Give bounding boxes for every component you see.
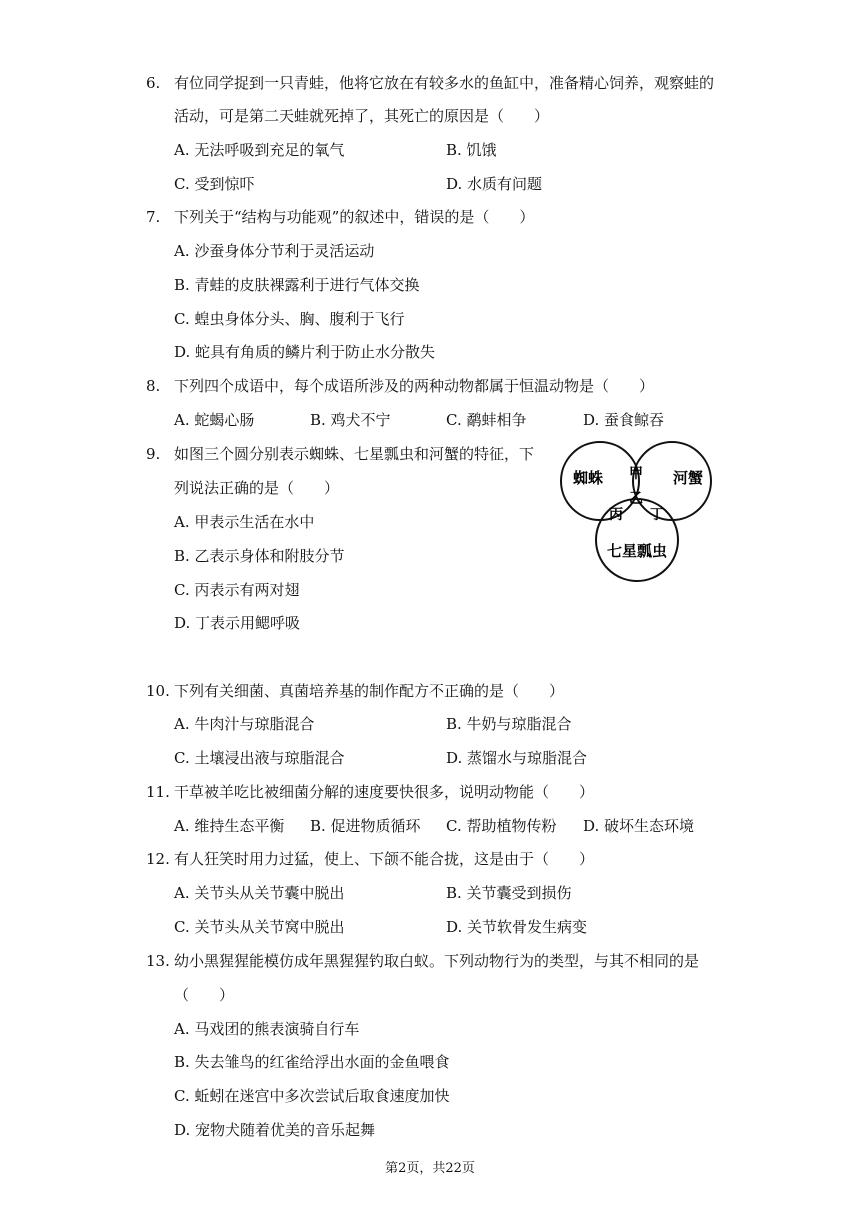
label-crab: 河蟹 [672, 469, 704, 487]
option-d: D. 蛇具有角质的鳞片利于防止水分散失 [174, 343, 436, 361]
option-d: D. 蚕食鲸吞 [583, 411, 665, 429]
question-stem: 活动，可是第二天蛙就死掉了，其死亡的原因是（ ） [174, 107, 550, 125]
option-a: A. 甲表示生活在水中 [174, 513, 315, 531]
question-stem: 如图三个圆分别表示蜘蛛、七星瓢虫和河蟹的特征，下 [174, 445, 535, 463]
option-c: C. 关节头从关节窝中脱出 [174, 918, 345, 936]
question-number: 6. [146, 74, 161, 92]
option-b: B. 关节囊受到损伤 [446, 884, 572, 902]
option-c: C. 丙表示有两对翅 [174, 581, 300, 599]
region-bing: 丙 [609, 507, 623, 523]
question-number: 10. [146, 682, 170, 700]
option-d: D. 宠物犬随着优美的音乐起舞 [174, 1121, 376, 1139]
label-spider: 蜘蛛 [572, 469, 604, 487]
option-b: B. 饥饿 [446, 141, 497, 159]
venn-diagram [556, 436, 716, 586]
question-stem: 列说法正确的是（ ） [174, 479, 340, 497]
option-d: D. 关节软骨发生病变 [446, 918, 588, 936]
question-stem: 幼小黑猩猩能模仿成年黑猩猩钓取白蚁。下列动物行为的类型，与其不相同的是 [174, 952, 700, 970]
option-c: C. 蝗虫身体分头、胸、腹利于飞行 [174, 310, 405, 328]
option-d: D. 蒸馏水与琼脂混合 [446, 749, 588, 767]
question-stem: 干草被羊吃比被细菌分解的速度要快很多，说明动物能（ ） [174, 783, 595, 801]
option-d: D. 水质有问题 [446, 175, 543, 193]
option-c: C. 受到惊吓 [174, 175, 255, 193]
question-number: 8. [146, 377, 161, 395]
question-stem: 下列有关细菌、真菌培养基的制作配方不正确的是（ ） [174, 682, 565, 700]
option-d: D. 破坏生态环境 [583, 817, 695, 835]
option-c: C. 土壤浸出液与琼脂混合 [174, 749, 345, 767]
question-number: 13. [146, 952, 170, 970]
question-stem: 有位同学捉到一只青蛙，他将它放在有较多水的鱼缸中，准备精心饲养，观察蛙的 [174, 74, 715, 92]
option-b: B. 鸡犬不宁 [310, 411, 391, 429]
question-stem: （ ） [174, 986, 235, 1004]
option-b: B. 乙表示身体和附肢分节 [174, 547, 345, 565]
question-number: 12. [146, 850, 170, 868]
option-b: B. 失去雏鸟的红雀给浮出水面的金鱼喂食 [174, 1053, 450, 1071]
option-c: C. 蚯蚓在迷宫中多次尝试后取食速度加快 [174, 1087, 450, 1105]
option-a: A. 牛肉汁与琼脂混合 [174, 715, 315, 733]
option-b: B. 牛奶与琼脂混合 [446, 715, 572, 733]
option-c: C. 帮助植物传粉 [446, 817, 557, 835]
question-stem: 有人狂笑时用力过猛，使上、下颌不能合拢，这是由于（ ） [174, 850, 595, 868]
option-a: A. 沙蚕身体分节利于灵活运动 [174, 242, 375, 260]
option-a: A. 蛇蝎心肠 [174, 411, 255, 429]
region-yi: 乙 [629, 491, 643, 507]
option-b: B. 青蛙的皮肤裸露利于进行气体交换 [174, 276, 420, 294]
option-a: A. 维持生态平衡 [174, 817, 285, 835]
question-stem: 下列四个成语中，每个成语所涉及的两种动物都属于恒温动物是（ ） [174, 377, 655, 395]
region-ding: 丁 [650, 507, 664, 523]
option-d: D. 丁表示用鳃呼吸 [174, 614, 301, 632]
option-c: C. 鹬蚌相争 [446, 411, 527, 429]
option-a: A. 关节头从关节囊中脱出 [174, 884, 345, 902]
question-number: 9. [146, 445, 161, 463]
question-number: 11. [146, 783, 170, 801]
label-ladybug: 七星瓢虫 [606, 542, 668, 560]
option-a: A. 无法呼吸到充足的氧气 [174, 141, 345, 159]
question-stem: 下列关于“结构与功能观”的叙述中，错误的是（ ） [174, 208, 535, 226]
region-jia: 甲 [629, 466, 643, 482]
question-number: 7. [146, 208, 161, 226]
option-b: B. 促进物质循环 [310, 817, 421, 835]
option-a: A. 马戏团的熊表演骑自行车 [174, 1020, 360, 1038]
page-footer: 第2页，共22页 [385, 1161, 475, 1176]
